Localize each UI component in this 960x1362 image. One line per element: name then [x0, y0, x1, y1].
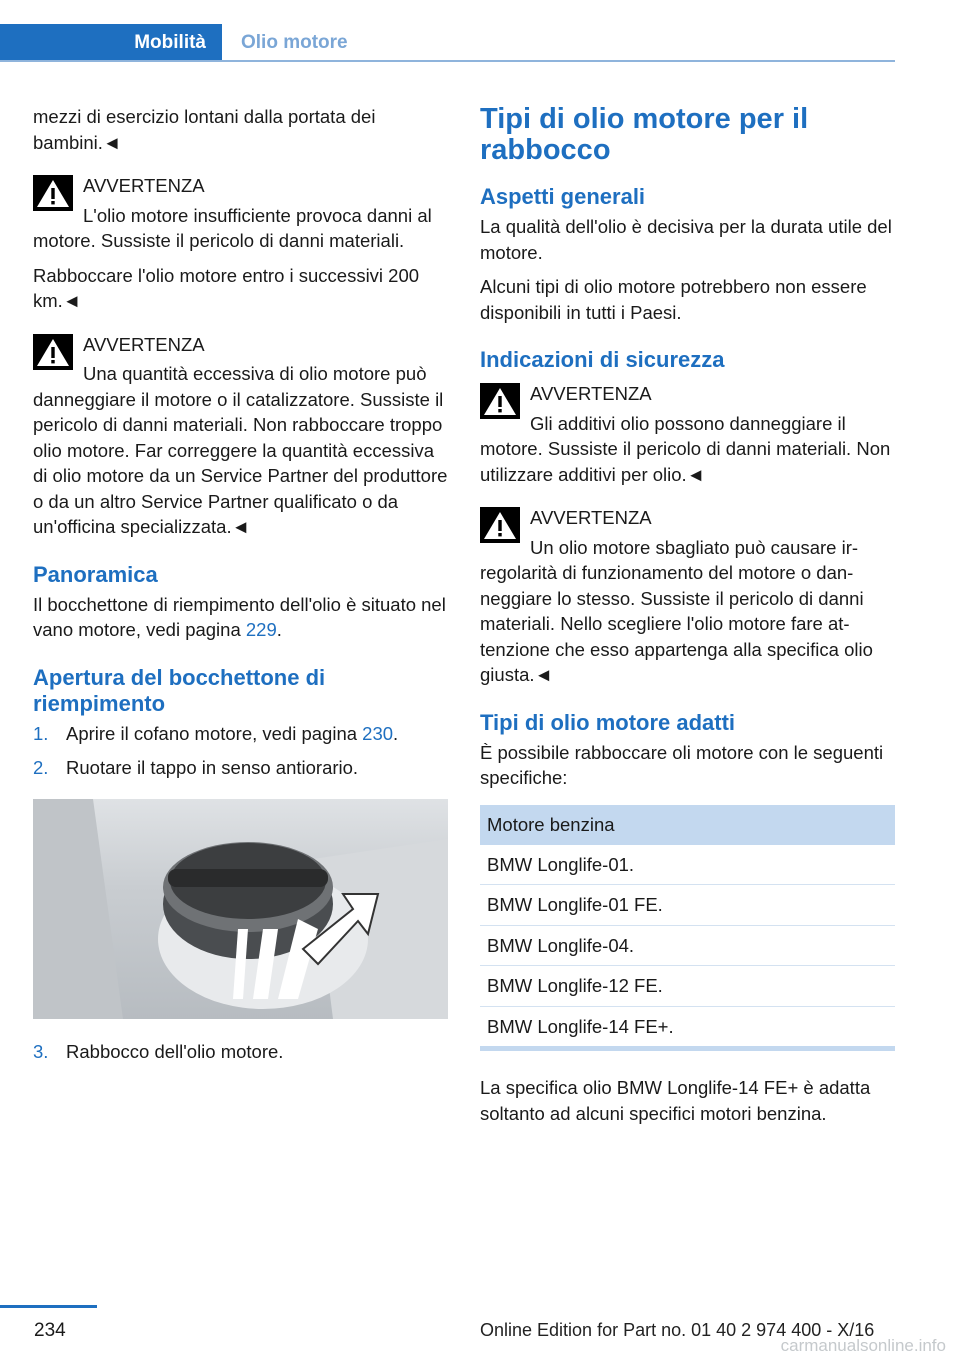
- left-column: [33, 104, 448, 1073]
- header-rule: [0, 60, 895, 62]
- page-title: Tipi di olio motore per il rabbocco: [480, 103, 809, 166]
- topic-tab: Olio motore: [222, 24, 895, 62]
- warning-text: Una quantità eccessiva di olio motore può danneggiare il motore o il catalizzatore. Sussiste il pericolo di danni materiali. Non rabboccare troppo olio motore. Far correggere la quantità eccessiva di olio motore da un Service Partner del produttore o da un altro Service Partner qualificato o da un'officina specializzata.◄: [33, 363, 448, 537]
- oil-cap-photo: [33, 799, 448, 1019]
- list-item: 1. Aprire il cofano motore, vedi pagina 230.: [33, 722, 399, 744]
- table-row: BMW Longlife-12 FE.: [480, 966, 895, 1007]
- warning-text: Rabboccare l'olio motore entro i successivi 200 km.◄: [33, 264, 420, 311]
- warning-triangle-icon: [33, 175, 73, 211]
- warning-text: Un olio motore sbagliato può causare irregolarità di funzionamento del motore o danneggiare lo stesso. Sussiste il pericolo di danni materiali. Nello scegliere l'olio motore fare attenzione che esso appartenga alla specifica olio giusta.◄: [480, 536, 873, 685]
- table-header: Motore benzina: [480, 805, 895, 845]
- page-link[interactable]: 230: [362, 722, 394, 744]
- steps-list: [33, 1039, 448, 1065]
- warning-block: [480, 505, 895, 688]
- edition-text: Online Edition for Part no. 01 40 2 974 400 - X/16: [480, 1320, 875, 1340]
- right-column: [480, 104, 895, 1135]
- table-row: BMW Longlife-01.: [480, 845, 895, 885]
- page-link[interactable]: 229: [245, 619, 277, 640]
- warning-block: [33, 173, 448, 314]
- note-text: La specifica olio BMW Longlife-14 FE+ è adatta soltanto ad alcuni specifici motori benzina.: [480, 1077, 871, 1124]
- warning-triangle-icon: [480, 507, 520, 543]
- list-item: 2. Ruotare il tappo in senso antiorario.: [33, 757, 359, 778]
- panoramica-text: Il bocchettone di riempimento dell'olio è situato nel vano motore, vedi pagina 229.: [33, 593, 446, 640]
- warning-block: [33, 332, 448, 540]
- page-header: [0, 24, 895, 62]
- table-row: BMW Longlife-04.: [480, 925, 895, 966]
- paragraph: Alcuni tipi di olio motore potrebbero non essere disponibili in tutti i Paesi.: [480, 276, 867, 323]
- oil-spec-table: [480, 805, 895, 1052]
- oil-cap-illustration: [33, 799, 448, 1019]
- table-row: BMW Longlife-14 FE+.: [480, 1006, 895, 1049]
- warning-title: AVVERTENZA: [530, 383, 652, 404]
- warning-triangle-icon: [33, 334, 73, 370]
- watermark: carmanualsonline.info: [780, 1336, 946, 1355]
- warning-text: Gli additivi olio possono danneggiare il motore. Sussiste il pericolo di danni materiali. Non utilizzare additivi per olio.◄: [480, 412, 891, 485]
- section-heading: Aspetti generali: [480, 184, 646, 209]
- section-heading: Tipi di olio motore adatti: [480, 709, 736, 735]
- page-number: 234: [34, 1320, 66, 1341]
- warning-title: AVVERTENZA: [530, 507, 652, 528]
- intro-text: mezzi di esercizio lontani dalla portata dei bambini.◄: [33, 106, 376, 153]
- section-heading: Panoramica: [33, 561, 158, 587]
- section-tab: Mobilità: [0, 24, 222, 62]
- warning-text: L'olio motore insufficiente provoca danni al motore. Sussiste il pericolo di danni materiali.: [33, 204, 432, 251]
- paragraph: È possibile rabboccare oli motore con le seguenti specifiche:: [480, 741, 884, 788]
- footer-rule: [0, 1305, 97, 1308]
- section-heading: Indicazioni di sicurezza: [480, 347, 725, 372]
- warning-title: AVVERTENZA: [83, 333, 205, 355]
- steps-list: [33, 721, 448, 781]
- table-row: BMW Longlife-01 FE.: [480, 885, 895, 926]
- table-header-row: [480, 805, 895, 845]
- warning-title: AVVERTENZA: [83, 175, 205, 196]
- warning-triangle-icon: [480, 383, 520, 419]
- warning-block: [480, 381, 895, 487]
- list-item: 3. Rabbocco dell'olio motore.: [33, 1040, 284, 1062]
- section-heading: Apertura del bocchettone di riempimento: [33, 664, 326, 716]
- paragraph: La qualità dell'olio è decisiva per la durata utile del motore.: [480, 216, 892, 263]
